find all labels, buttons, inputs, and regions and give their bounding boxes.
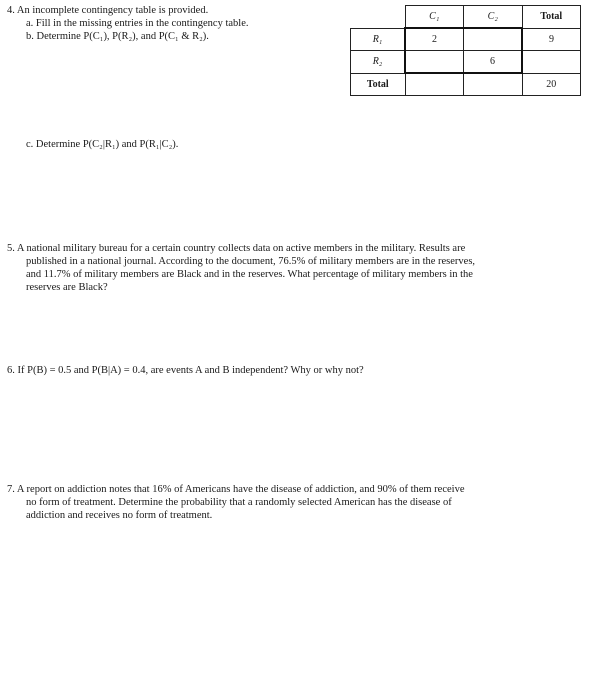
q5-line-3: and 11.7% of military members are Black and in the reserves. What percentage of military members in the — [26, 269, 473, 280]
q4-part-b: b. Determine P(C₁), P(R₂), and P(C₁ & R₂). — [26, 31, 209, 42]
cell-grand-total: 20 — [522, 73, 581, 96]
q5-block — [7, 242, 567, 294]
cell-r1-total: 9 — [522, 28, 581, 51]
cell-r2-total — [522, 51, 581, 74]
cell-r1-c1: 2 — [405, 28, 464, 51]
table-corner — [351, 6, 406, 29]
cell-r1-c2 — [464, 28, 523, 51]
q6-text: 6. If P(B) = 0.5 and P(B|A) = 0.4, are events A and B independent? Why or why not? — [7, 365, 364, 376]
cell-total-c2 — [464, 73, 523, 96]
q5-line-2: published in a national journal. According to the document, 76.5% of military members are in the reserves, — [26, 256, 476, 267]
q7-line-3: addiction and receives no form of treatment. — [26, 510, 213, 521]
contingency-table — [350, 5, 581, 96]
q7-block — [7, 483, 567, 522]
col-header-c1: C₁ — [405, 6, 464, 29]
row-header-total: Total — [351, 73, 406, 96]
cell-r2-c2: 6 — [464, 51, 523, 74]
table-row — [351, 51, 581, 74]
row-header-r2: R₂ — [351, 51, 406, 74]
q7-line-1: 7. A report on addiction notes that 16% of Americans have the disease of addiction, and 90% of them receive — [7, 484, 465, 495]
q5-line-4: reserves are Black? — [26, 282, 108, 293]
cell-r2-c1 — [405, 51, 464, 74]
table-row — [351, 28, 581, 51]
table-header-row — [351, 6, 581, 29]
row-header-r1: R₁ — [351, 28, 406, 51]
q7-line-2: no form of treatment. Determine the probability that a randomly selected American has the disease of — [26, 497, 452, 508]
col-header-c2: C₂ — [464, 6, 523, 29]
q4-part-c: c. Determine P(C₂|R₁) and P(R₁|C₂). — [26, 139, 179, 150]
table-row — [351, 73, 581, 96]
q5-line-1: 5. A national military bureau for a certain country collects data on active members in the military. Results are — [7, 243, 466, 254]
col-header-total: Total — [522, 6, 581, 29]
q4-stem: 4. An incomplete contingency table is provided. — [7, 5, 209, 16]
q4-part-a: a. Fill in the missing entries in the contingency table. — [26, 18, 249, 29]
cell-total-c1 — [405, 73, 464, 96]
